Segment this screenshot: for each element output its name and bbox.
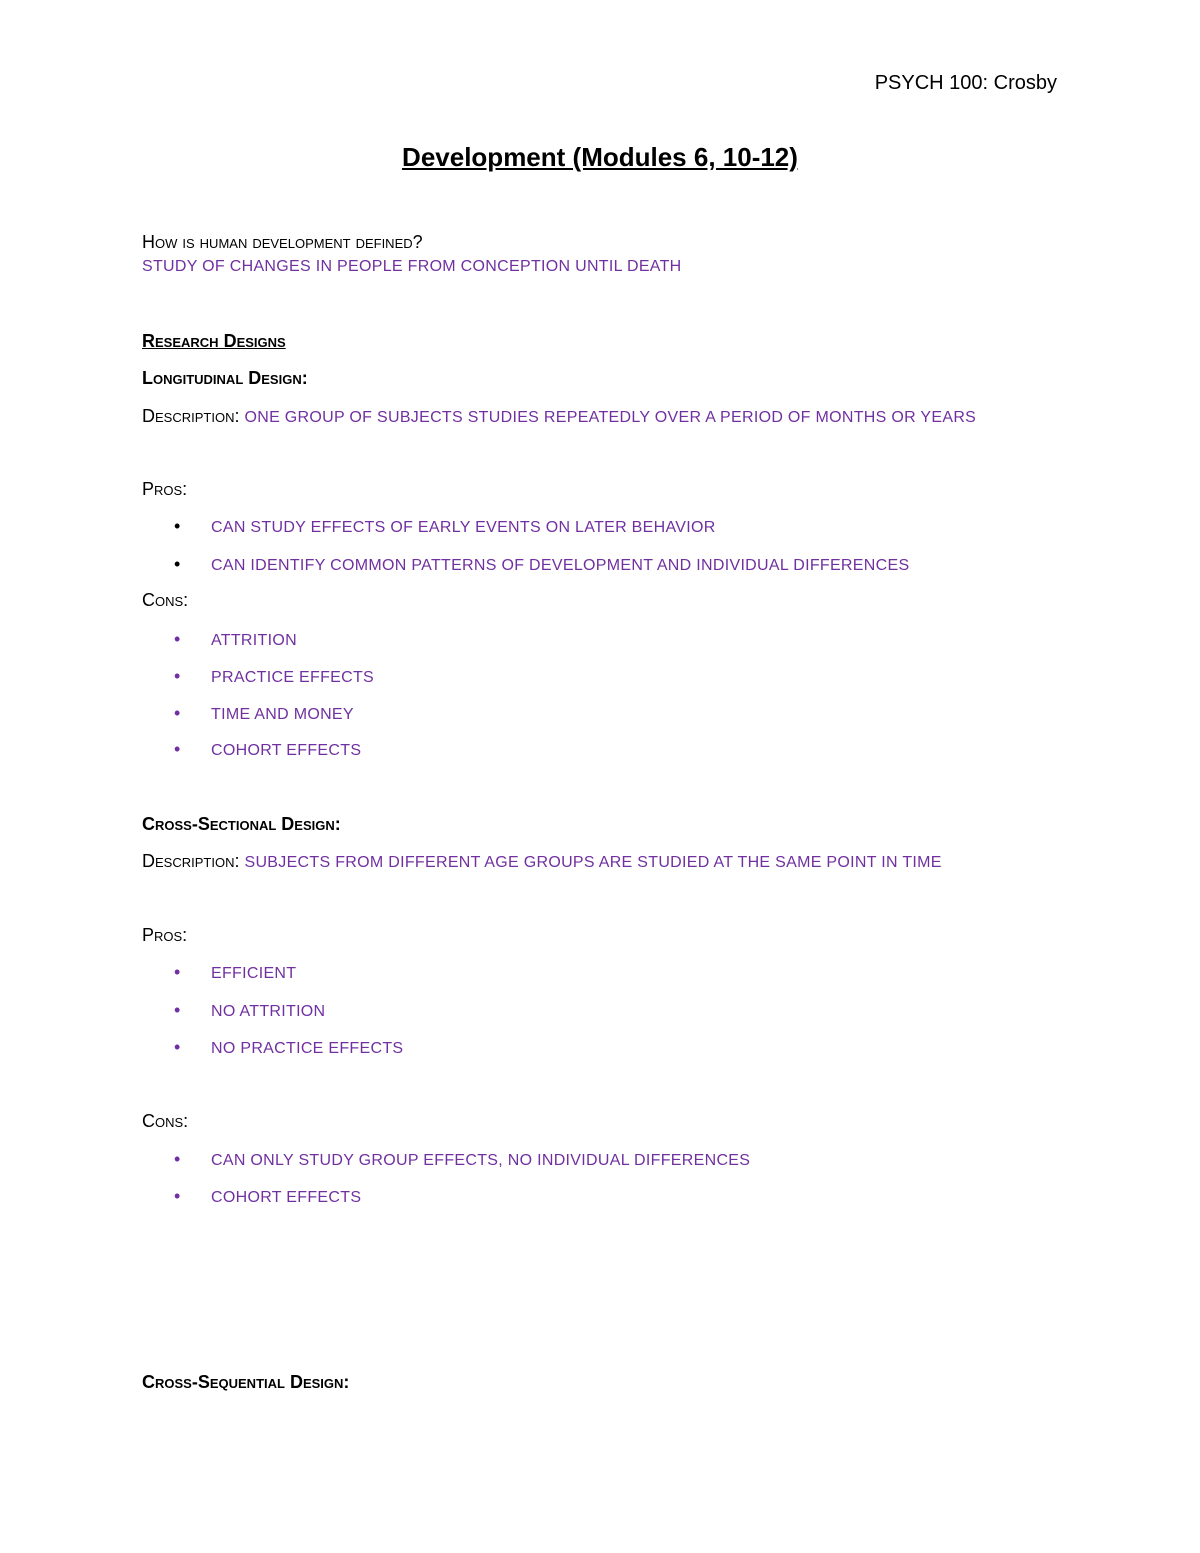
description-label: Description:	[142, 406, 240, 426]
cross-sectional-pros-label: Pros:	[142, 925, 188, 945]
bullet-icon: •	[174, 962, 181, 982]
longitudinal-heading: Longitudinal Design:	[142, 368, 308, 388]
description-label: Description:	[142, 851, 240, 871]
page-title: Development (Modules 6, 10-12)	[402, 142, 798, 172]
list-item	[174, 666, 374, 687]
list-item	[174, 962, 296, 983]
longitudinal-description	[142, 406, 976, 427]
list-item-text: PRACTICE EFFECTS	[211, 669, 375, 686]
definition-answer: STUDY OF CHANGES IN PEOPLE FROM CONCEPTION UNTIL DEATH	[142, 258, 682, 275]
list-item	[174, 739, 361, 760]
bullet-icon: •	[174, 666, 181, 686]
bullet-icon: •	[174, 1000, 181, 1020]
list-item-text: NO ATTRITION	[211, 1003, 326, 1020]
bullet-icon: •	[174, 1186, 181, 1206]
list-item-text: ATTRITION	[211, 632, 297, 649]
list-item	[174, 554, 909, 575]
cross-sequential-heading: Cross-Sequential Design:	[142, 1372, 350, 1392]
list-item	[174, 629, 297, 650]
bullet-icon: •	[174, 554, 181, 574]
bullet-icon: •	[174, 703, 181, 723]
list-item	[174, 703, 354, 724]
description-text: ONE GROUP OF SUBJECTS STUDIES REPEATEDLY OVER A PERIOD OF MONTHS OR YEARS	[244, 409, 977, 426]
list-item	[174, 1149, 750, 1170]
list-item	[174, 516, 716, 537]
research-designs-heading: Research Designs	[142, 331, 286, 351]
list-item-text: NO PRACTICE EFFECTS	[211, 1040, 404, 1057]
longitudinal-pros-label: Pros:	[142, 479, 188, 499]
list-item-text: CAN ONLY STUDY GROUP EFFECTS, NO INDIVIDUAL DIFFERENCES	[211, 1152, 751, 1169]
list-item-text: CAN IDENTIFY COMMON PATTERNS OF DEVELOPMENT AND INDIVIDUAL DIFFERENCES	[211, 557, 910, 574]
list-item-text: COHORT EFFECTS	[211, 1189, 362, 1206]
bullet-icon: •	[174, 739, 181, 759]
cross-sectional-cons-label: Cons:	[142, 1111, 189, 1131]
list-item-text: CAN STUDY EFFECTS OF EARLY EVENTS ON LATER BEHAVIOR	[211, 519, 716, 536]
longitudinal-cons-label: Cons:	[142, 590, 189, 610]
bullet-icon: •	[174, 629, 181, 649]
bullet-icon: •	[174, 1037, 181, 1057]
list-item	[174, 1000, 325, 1021]
bullet-icon: •	[174, 516, 181, 536]
list-item-text: TIME AND MONEY	[211, 706, 354, 723]
list-item-text: EFFICIENT	[211, 965, 297, 982]
description-text: SUBJECTS FROM DIFFERENT AGE GROUPS ARE STUDIED AT THE SAME POINT IN TIME	[244, 854, 942, 871]
list-item-text: COHORT EFFECTS	[211, 742, 362, 759]
course-header: PSYCH 100: Crosby	[874, 72, 1057, 94]
definition-question: How is human development defined?	[142, 232, 423, 252]
list-item	[174, 1186, 361, 1207]
bullet-icon: •	[174, 1149, 181, 1169]
list-item	[174, 1037, 403, 1058]
cross-sectional-heading: Cross-Sectional Design:	[142, 814, 341, 834]
cross-sectional-description	[142, 851, 942, 872]
